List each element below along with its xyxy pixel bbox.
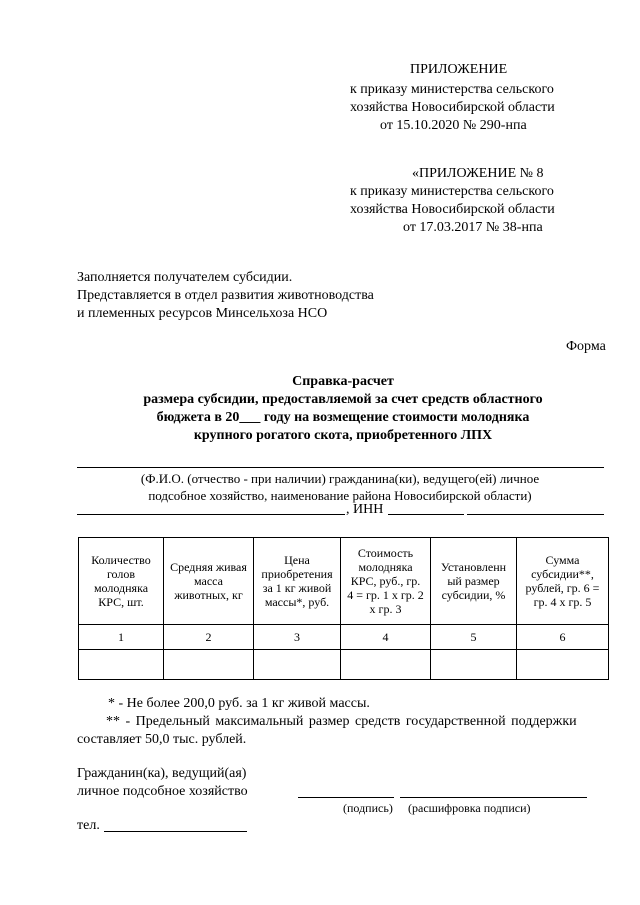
- appendix-line: от 15.10.2020 № 290-нпа: [380, 118, 527, 133]
- header-cell-subsidy-rate: Установленн ый размер субсидии, %: [431, 538, 517, 625]
- appendix8-line: от 17.03.2017 № 38-нпа: [403, 220, 543, 235]
- intro-line: Представляется в отдел развития животноводства: [77, 288, 374, 303]
- column-number: 1: [79, 625, 164, 650]
- header-cell-quantity: Количество голов молодняка КРС, шт.: [79, 538, 164, 625]
- appendix-line: к приказу министерства сельского: [350, 82, 554, 97]
- input-cell-cost[interactable]: [341, 650, 431, 680]
- header-cell-cost: Стоимость молодняка КРС, руб., гр. 4 = гр. 1 х гр. 2 х гр. 3: [341, 538, 431, 625]
- table-row: [79, 650, 609, 680]
- input-cell-avg-weight[interactable]: [164, 650, 254, 680]
- document-title-line: размера субсидии, предоставляемой за счет средств областного: [143, 392, 543, 407]
- phone-label: тел.: [77, 818, 100, 833]
- inn-label: , ИНН: [346, 502, 384, 517]
- footnote-2: ** - Предельный максимальный размер средств государственной поддержки: [106, 714, 577, 729]
- column-number: 6: [517, 625, 609, 650]
- phone-fill-line[interactable]: [104, 831, 247, 832]
- calculation-table: [78, 537, 609, 680]
- column-number: 2: [164, 625, 254, 650]
- inn-fill-line-2: [467, 514, 604, 515]
- signature-decode-caption: (расшифровка подписи): [408, 801, 531, 815]
- footnote-2-cont: составляет 50,0 тыс. рублей.: [77, 732, 247, 747]
- form-label: Форма: [566, 339, 606, 354]
- input-cell-quantity[interactable]: [79, 650, 164, 680]
- signature-caption: (подпись): [343, 801, 393, 815]
- intro-line: Заполняется получателем субсидии.: [77, 270, 293, 285]
- fio-caption: подсобное хозяйство, наименование района Новосибирской области): [148, 488, 532, 503]
- table-header-row: [79, 538, 609, 625]
- signature-label: личное подсобное хозяйство: [77, 784, 248, 799]
- input-cell-subsidy-rate[interactable]: [431, 650, 517, 680]
- document-title-line: крупного рогатого скота, приобретенного ЛПХ: [193, 428, 493, 443]
- intro-line: и племенных ресурсов Минсельхоза НСО: [77, 306, 328, 321]
- signature-line[interactable]: [298, 797, 394, 798]
- input-cell-price[interactable]: [254, 650, 341, 680]
- appendix-line: хозяйства Новосибирской области: [350, 100, 555, 115]
- signature-decode-line[interactable]: [400, 797, 587, 798]
- input-cell-subsidy-sum[interactable]: [517, 650, 609, 680]
- header-cell-price: Цена приобретения за 1 кг живой массы*, руб.: [254, 538, 341, 625]
- inn-fill-line: [388, 514, 464, 515]
- column-number: 4: [341, 625, 431, 650]
- header-cell-avg-weight: Средняя живая масса животных, кг: [164, 538, 254, 625]
- appendix8-title: «ПРИЛОЖЕНИЕ № 8: [412, 166, 544, 181]
- signature-label: Гражданин(ка), ведущий(ая): [77, 766, 247, 781]
- footnote-1: * - Не более 200,0 руб. за 1 кг живой массы.: [108, 696, 370, 711]
- document-title: Справка-расчет: [292, 374, 394, 389]
- appendix-title: ПРИЛОЖЕНИЕ: [410, 62, 508, 77]
- fio-caption: (Ф.И.О. (отчество - при наличии) гражданина(ки), ведущего(ей) личное: [140, 471, 540, 486]
- appendix8-line: к приказу министерства сельского: [350, 184, 554, 199]
- column-number: 3: [254, 625, 341, 650]
- document-title-line: бюджета в 20___ году на возмещение стоимости молодняка: [156, 410, 530, 425]
- column-number-row: [79, 625, 609, 650]
- name-fill-line: [77, 514, 345, 515]
- header-cell-subsidy-sum: Сумма субсидии**, рублей, гр. 6 = гр. 4 х гр. 5: [517, 538, 609, 625]
- appendix8-line: хозяйства Новосибирской области: [350, 202, 555, 217]
- column-number: 5: [431, 625, 517, 650]
- fio-fill-line: [77, 467, 604, 468]
